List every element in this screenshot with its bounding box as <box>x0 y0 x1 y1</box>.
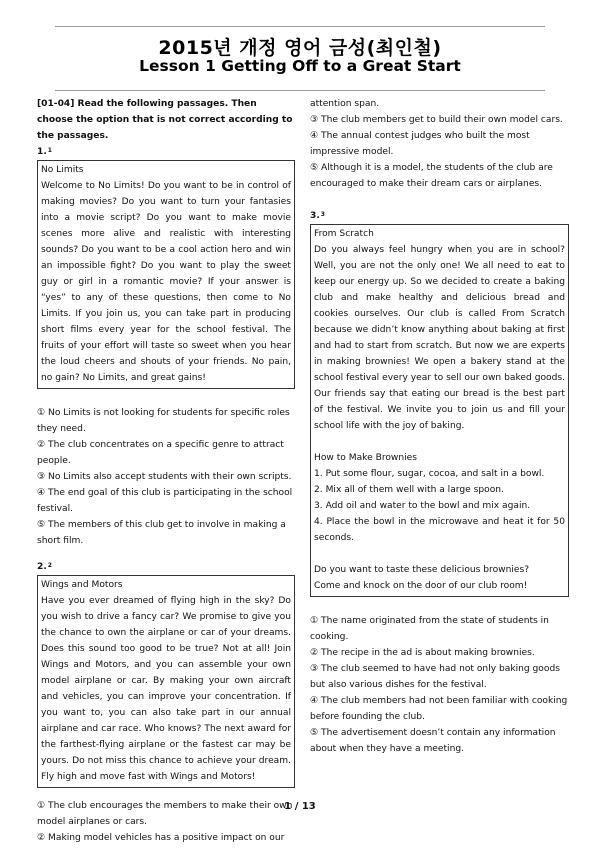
choice-option[interactable]: ③ No Limits also accept students with their own scripts. <box>37 472 292 482</box>
left-column <box>37 96 295 846</box>
header-rule <box>55 90 545 91</box>
choice-continuation: attention span. <box>310 99 380 109</box>
choice-option[interactable]: ④ The end goal of this club is participating in the school festival. <box>37 488 293 514</box>
passage-title: No Limits <box>41 165 84 175</box>
choice-option[interactable]: ④ The annual contest judges who built the most impressive model. <box>310 131 530 157</box>
lesson-subtitle: Lesson 1 Getting Off to a Great Start <box>139 57 461 75</box>
choice-option[interactable]: ⑤ Although it is a model, the students of the club are encouraged to make their dream cars or airplanes. <box>310 163 553 189</box>
passage-title: Wings and Motors <box>41 580 123 590</box>
choice-option[interactable]: ⑤ The members of this club get to involve in making a short film. <box>37 520 286 546</box>
recipe-step: 1. Put some flour, sugar, cocoa, and salt in a bowl. <box>314 469 545 479</box>
closing-line: Do you want to taste these delicious brownies? <box>314 565 530 575</box>
page-number: 1 / 13 <box>284 801 316 812</box>
recipe-title: How to Make Brownies <box>314 453 417 463</box>
question-number: 2.$^2$ <box>37 562 52 572</box>
choice-option[interactable]: ① The name originated from the state of students in cooking. <box>310 616 549 642</box>
passage-text: Have you ever dreamed of flying high in the sky? Do you wish to drive a fancy car? We promise to give you the chance to own the airplane or car of your dreams. Does this sound too good to be true? Not at all! Join Wings and Motors, and you can assemble your own model airplane or car. By making your own aircraft and vehicles, you can improve your concentration. If you want to, you can also take part in our annual airplane and car race. Who knows? The next award for the farthest-flying airplane or the fastest car may be yours. Do not miss this chance to achieve your dream. Fly high and move fast with Wings and Motors! <box>41 596 291 782</box>
recipe-step: 3. Add oil and water to the bowl and mix again. <box>314 501 531 511</box>
recipe-step: 4. Place the bowl in the microwave and heat it for 50 seconds. <box>314 517 565 543</box>
choice-option[interactable]: ② The club concentrates on a specific genre to attract people. <box>37 440 284 466</box>
top-rule <box>55 26 545 27</box>
choice-option[interactable]: ② Making model vehicles has a positive impact on our <box>37 833 285 843</box>
right-column <box>310 96 569 757</box>
choice-option[interactable]: ① The club encourages the members to make their own model airplanes or cars. <box>37 801 293 827</box>
recipe-step: 2. Mix all of them well with a large spoon. <box>314 485 504 495</box>
choice-option[interactable]: ⑤ The advertisement doesn’t contain any information about when they have a meeting. <box>310 728 556 754</box>
question-number: 3.$^3$ <box>310 211 325 221</box>
choice-option[interactable]: ④ The club members had not been familiar with cooking before founding the club. <box>310 696 568 722</box>
choice-list <box>310 613 569 757</box>
passage-text: Welcome to No Limits! Do you want to be in control of making movies? Do you want to turn your fantasies into a movie script? Do you want to make movie scenes more alive and realistic with interesting sounds? Do you want to be a cool action hero and win an impossible fight? Do you want to play the sweet guy or girl in a romantic movie? If your answer is “yes” to any of these questions, then come to No Limits. If you join us, you can take part in producing short films every year for the school festival. The fruits of your effort will taste so sweet when you hear the loud cheers and shouts of your friends. No pain, no gain? No Limits, and great gains! <box>41 181 291 383</box>
choice-option[interactable]: ② The recipe in the ad is about making brownies. <box>310 648 535 658</box>
closing-line: Come and knock on the door of our club room! <box>314 581 528 591</box>
page-title: 2015년 개정 영어 금성(최인철) <box>158 37 442 59</box>
passage-text: Do you always feel hungry when you are in school? Well, you are not the only one! We all need to eat to keep our energy up. So we decided to create a baking club and make healthy and delicious bread and cookies ourselves. Our club is called From Scratch because we didn’t know anything about baking at first and had to start from scratch. But now we are experts in making brownies! We open a bakery stand at the school festival every year to sell our own baked goods. Our friends say that eating our bread is the best part of the festival. We invite you to join us and fill your school life with the joy of baking. <box>314 245 565 431</box>
instructions: [01-04] Read the following passages. Then choose the option that is not correct according to the passages. <box>37 99 293 141</box>
passage-box <box>37 160 295 389</box>
passage-title: From Scratch <box>314 229 374 239</box>
choice-option[interactable]: ① No Limits is not looking for students for specific roles they need. <box>37 408 290 434</box>
choice-option[interactable]: ③ The club members get to build their own model cars. <box>310 115 563 125</box>
choice-list <box>310 96 569 192</box>
question-number: 1.$^1$ <box>37 147 52 157</box>
choice-list <box>37 405 295 549</box>
passage-box <box>310 224 569 597</box>
choice-option[interactable]: ③ The club seemed to have had not only baking goods but also various dishes for the festival. <box>310 664 560 690</box>
passage-box <box>37 575 295 788</box>
